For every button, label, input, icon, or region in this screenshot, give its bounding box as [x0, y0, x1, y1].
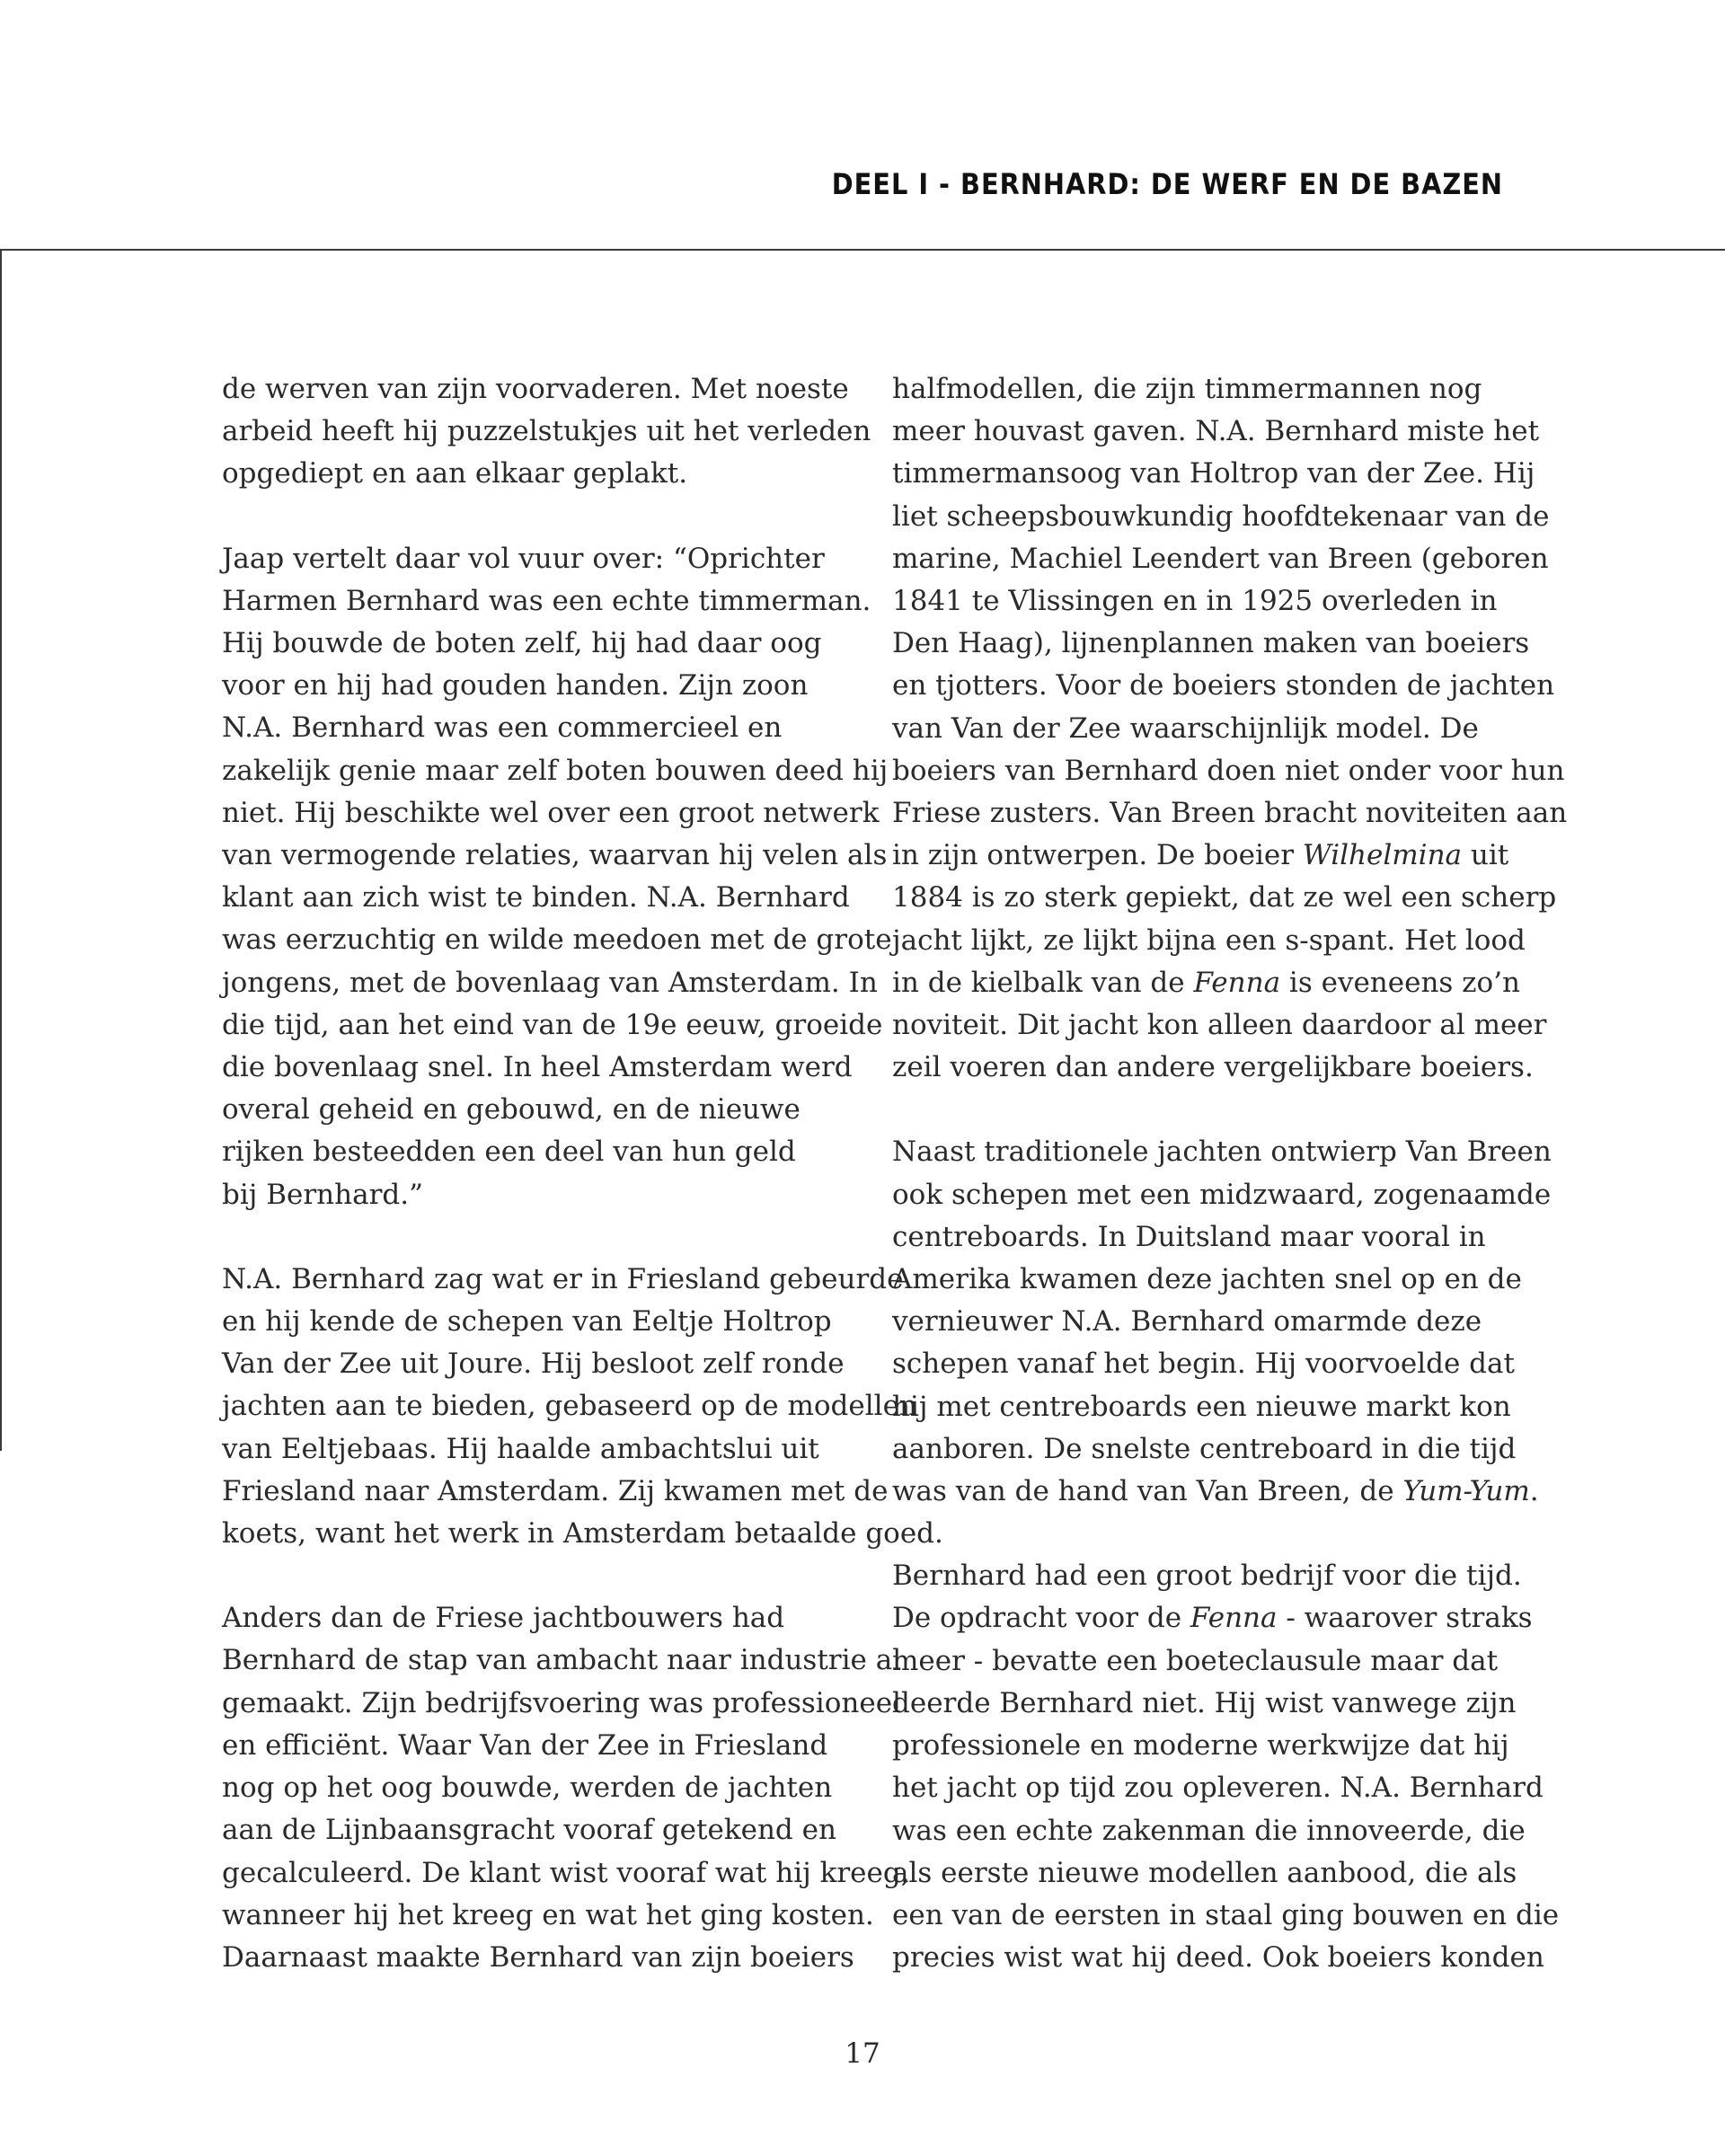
text-line: N.A. Bernhard zag wat er in Friesland gebeurde	[222, 1262, 904, 1295]
text-line: precies wist wat hij deed. Ook boeiers konden	[892, 1941, 1544, 1975]
running-header: DEEL I - BERNHARD: DE WERF EN DE BAZEN	[831, 167, 1503, 201]
text-line: ook schepen met een midzwaard, zogenaamde	[892, 1178, 1552, 1211]
text-line: niet. Hij beschikte wel over een groot netwerk	[222, 796, 880, 829]
text-line: was eerzuchtig en wilde meedoen met de grote	[222, 923, 892, 957]
text-line: halfmodellen, die zijn timmermannen nog	[892, 373, 1482, 405]
text-line: en tjotters. Voor de boeiers stonden de jachten	[892, 669, 1555, 702]
text-line: het jacht op tijd zou opleveren. N.A. Bernhard	[892, 1772, 1544, 1805]
text-line: rijken besteedden een deel van hun geld	[222, 1135, 796, 1169]
text-line: Friese zusters. Van Breen bracht noviteiten aan	[892, 797, 1568, 830]
text-line: die bovenlaag snel. In heel Amsterdam werd	[222, 1051, 853, 1084]
ship-name: Yum-Yum	[1402, 1475, 1530, 1508]
text-line: jongens, met de bovenlaag van Amsterdam. In	[222, 966, 878, 999]
text-line: van vermogende relaties, waarvan hij velen als	[222, 839, 888, 872]
text-line: Harmen Bernhard was een echte timmerman.	[222, 584, 871, 617]
header-rule	[0, 249, 1725, 251]
text-line: die tijd, aan het eind van de 19e eeuw, groeide	[222, 1008, 883, 1041]
text-line: klant aan zich wist te binden. N.A. Bernhard	[222, 881, 850, 915]
paragraph	[892, 1131, 1552, 1513]
left-column	[222, 368, 943, 2021]
text-line: Daarnaast maakte Bernhard van zijn boeiers	[222, 1940, 854, 1974]
text-line: boeiers van Bernhard doen niet onder voor hun	[892, 754, 1565, 787]
ship-name: Wilhelmina	[1302, 839, 1463, 872]
text-line: gemaakt. Zijn bedrijfsvoering was professioneel	[222, 1686, 901, 1719]
text-line: vernieuwer N.A. Bernhard omarmde deze	[892, 1305, 1482, 1339]
page-number: 17	[845, 2037, 880, 2070]
text-line: bij Bernhard.”	[222, 1178, 423, 1211]
text-line: van Eeltjebaas. Hij haalde ambachtslui uit	[222, 1432, 819, 1465]
text-line: van Van der Zee waarschijnlijk model. De	[892, 711, 1479, 745]
text-line: Van der Zee uit Joure. Hij besloot zelf ronde	[222, 1348, 845, 1381]
text-line: als eerste nieuwe modellen aanbood, die als	[892, 1856, 1517, 1889]
text-line: Friesland naar Amsterdam. Zij kwamen met de	[222, 1474, 889, 1507]
text-line: Jaap vertelt daar vol vuur over: “Oprichter	[222, 542, 825, 575]
paragraph	[222, 1597, 910, 1979]
text-line: 1841 te Vlissingen en in 1925 overleden in	[892, 585, 1498, 618]
text-line: marine, Machiel Leendert van Breen (geboren	[892, 542, 1549, 575]
text-line: nog op het oog bouwde, werden de jachten	[222, 1772, 833, 1805]
text-line: 1884 is zo sterk gepiekt, dat ze wel een scherp	[892, 881, 1557, 915]
text-line: Bernhard de stap van ambacht naar industrie al	[222, 1644, 902, 1677]
text-line: arbeid heeft hij puzzelstukjes uit het verleden	[222, 415, 871, 448]
text-line: meer houvast gaven. N.A. Bernhard miste het	[892, 415, 1540, 448]
text-line: overal geheid en gebouwd, en de nieuwe	[222, 1093, 801, 1127]
text-line: Naast traditionele jachten ontwierp Van Breen	[892, 1135, 1552, 1169]
text-line: Hij bouwde de boten zelf, hij had daar oog	[222, 627, 822, 660]
text-line: en hij kende de schepen van Eeltje Holtrop	[222, 1305, 832, 1339]
text-line: meer - bevatte een boeteclausule maar dat	[892, 1644, 1499, 1677]
text-line: de werven van zijn voorvaderen. Met noeste	[222, 373, 849, 405]
text-line: zeil voeren dan andere vergelijkbare boeiers.	[892, 1051, 1534, 1084]
text-line: zakelijk genie maar zelf boten bouwen deed hij	[222, 754, 889, 787]
text-line: liet scheepsbouwkundig hoofdtekenaar van de	[892, 499, 1550, 533]
text-line: Den Haag), lijnenplannen maken van boeiers	[892, 627, 1530, 660]
text-line: Amerika kwamen deze jachten snel op en de	[892, 1263, 1522, 1296]
text-line: timmermansoog van Holtrop van der Zee. Hij	[892, 457, 1535, 490]
text-line: N.A. Bernhard was een commercieel en	[222, 711, 783, 745]
text-line: opgediept en aan elkaar geplakt.	[222, 457, 688, 490]
text-line: aanboren. De snelste centreboard in die tijd	[892, 1432, 1517, 1465]
text-line: schepen vanaf het begin. Hij voorvoelde dat	[892, 1348, 1515, 1381]
paragraph	[222, 1259, 943, 1555]
paragraph	[892, 368, 1568, 1089]
text-line: was een echte zakenman die innoveerde, die	[892, 1814, 1526, 1847]
text-line: professionele en moderne werkwijze dat hij	[892, 1729, 1509, 1763]
text-line: hij met centreboards een nieuwe markt kon	[892, 1390, 1511, 1423]
ship-name: Fenna	[1193, 966, 1281, 999]
right-column	[892, 368, 1568, 2021]
text-line: voor en hij had gouden handen. Zijn zoon	[222, 669, 809, 702]
paragraph	[892, 1555, 1560, 1979]
text-line: een van de eersten in staal ging bouwen en die	[892, 1898, 1560, 1931]
text-line: noviteit. Dit jacht kon alleen daardoor al meer	[892, 1009, 1547, 1042]
text-line: gecalculeerd. De klant wist vooraf wat hij kreeg,	[222, 1856, 910, 1889]
text-line: koets, want het werk in Amsterdam betaalde goed.	[222, 1517, 943, 1551]
text-line: jachten aan te bieden, gebaseerd op de modellen	[222, 1390, 917, 1423]
text-line: jacht lijkt, ze lijkt bijna een s-spant. Het lood	[892, 923, 1526, 957]
text-line: wanneer hij het kreeg en wat het ging kosten.	[222, 1898, 874, 1931]
text-line: en efficiënt. Waar Van der Zee in Friesland	[222, 1728, 828, 1762]
text-line: aan de Lijnbaansgracht vooraf getekend en	[222, 1814, 836, 1847]
text-line: was van de hand van Van Breen, de Yum-Yum.	[892, 1475, 1539, 1508]
margin-rule	[0, 249, 2, 1451]
text-line: Anders dan de Friese jachtbouwers had	[222, 1602, 785, 1635]
text-line: in de kielbalk van de Fenna is eveneens zo’n	[892, 966, 1520, 999]
text-line: in zijn ontwerpen. De boeier Wilhelmina uit	[892, 839, 1509, 872]
text-line: centreboards. In Duitsland maar vooral in	[892, 1220, 1486, 1253]
text-line: deerde Bernhard niet. Hij wist vanwege zijn	[892, 1686, 1517, 1719]
ship-name: Fenna	[1190, 1602, 1278, 1635]
text-line: De opdracht voor de Fenna - waarover straks	[892, 1602, 1533, 1635]
paragraph	[222, 368, 871, 496]
paragraph	[222, 538, 892, 1216]
text-line: Bernhard had een groot bedrijf voor die tijd.	[892, 1560, 1522, 1593]
